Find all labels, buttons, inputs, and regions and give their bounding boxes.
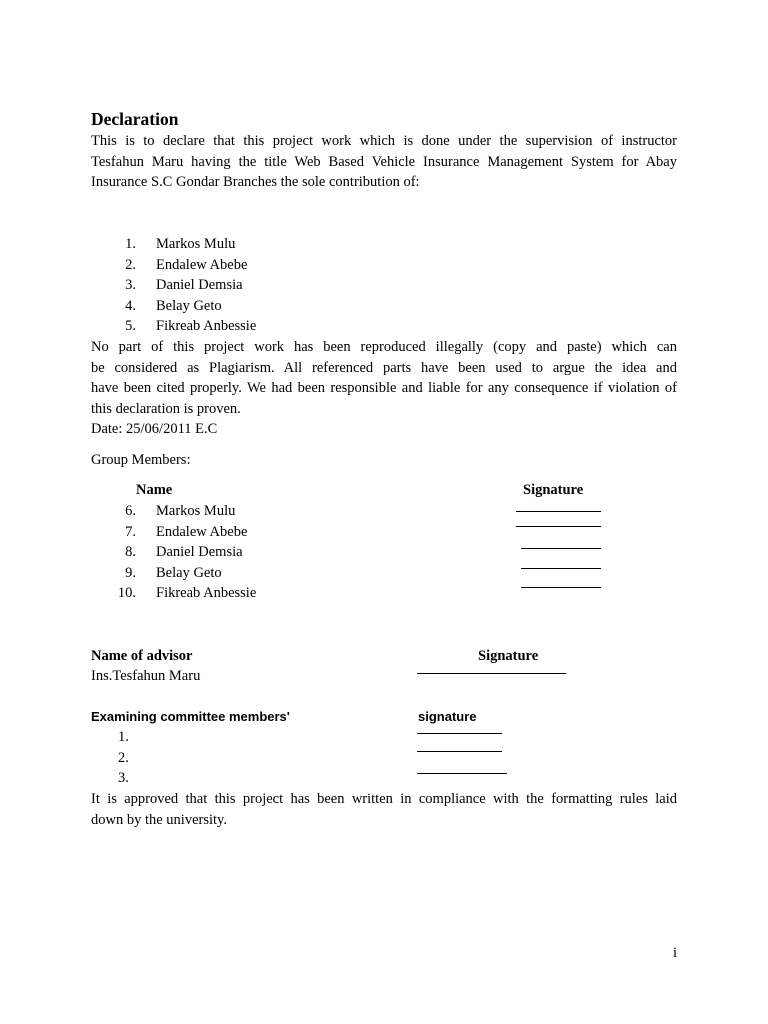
approval-line: down by the university. [91, 811, 227, 828]
signature-line [516, 526, 601, 527]
advisor-signature-label: Signature [478, 648, 539, 664]
intro-paragraph [91, 131, 677, 193]
signature-line [521, 587, 601, 588]
list-item: 2. [118, 749, 129, 766]
advisor-label: Name of advisor [91, 648, 193, 664]
signature-line [521, 568, 601, 569]
approval-paragraph [91, 789, 677, 830]
statement-line: be considered as Plagiarism. All referenced parts have been used to argue the idea and [91, 359, 677, 376]
list-item: 2. Endalew Abebe [125, 256, 248, 273]
signature-line [521, 548, 601, 549]
approval-line: It is approved that this project has been written in compliance with the formatting rules laid [91, 791, 677, 807]
list-item: 6. Markos Mulu [125, 503, 236, 519]
list-item: 3. Daniel Demsia [125, 277, 243, 293]
members-list [112, 501, 256, 604]
committee-signature-label: signature [418, 709, 477, 724]
statement-line: this declaration is proven. [91, 400, 241, 417]
signature-line [417, 773, 507, 774]
list-item: 8. Daniel Demsia [125, 544, 243, 560]
statement-paragraph [91, 337, 677, 440]
page-title: Declaration [91, 109, 179, 129]
group-members-label: Group Members: [91, 452, 191, 468]
signature-line [417, 751, 502, 752]
signature-column-header: Signature [523, 482, 584, 498]
signature-line [417, 673, 566, 674]
list-item: 5. Fikreab Anbessie [125, 318, 257, 334]
committee-list [118, 727, 129, 789]
list-item: 1. Markos Mulu [125, 236, 236, 252]
intro-line: This is to declare that this project work which is done under the supervision of instructor [91, 133, 677, 149]
statement-line: No part of this project work has been reproduced illegally (copy and paste) which can [91, 339, 677, 355]
list-item: 1. [118, 729, 129, 745]
page-number: i [673, 945, 678, 961]
committee-label: Examining committee members' [91, 709, 290, 724]
name-column-header: Name [136, 482, 173, 498]
list-item: 4. Belay Geto [125, 297, 222, 314]
date-line: Date: 25/06/2011 E.C [91, 421, 218, 437]
signature-line [417, 733, 502, 734]
signature-line [516, 511, 601, 512]
advisor-name: Ins.Tesfahun Maru [91, 668, 201, 684]
list-item: 7. Endalew Abebe [125, 523, 248, 540]
intro-line: Tesfahun Maru having the title Web Based Vehicle Insurance Management System for Abay [91, 153, 677, 170]
list-item: 9. Belay Geto [125, 564, 222, 581]
list-item: 10. Fikreab Anbessie [117, 585, 257, 601]
intro-line: Insurance S.C Gondar Branches the sole contribution of: [91, 174, 420, 190]
contributors-list [112, 234, 256, 337]
statement-line: have been cited properly. We had been responsible and liable for any consequence if violation of [91, 380, 677, 396]
list-item: 3. [118, 770, 129, 786]
